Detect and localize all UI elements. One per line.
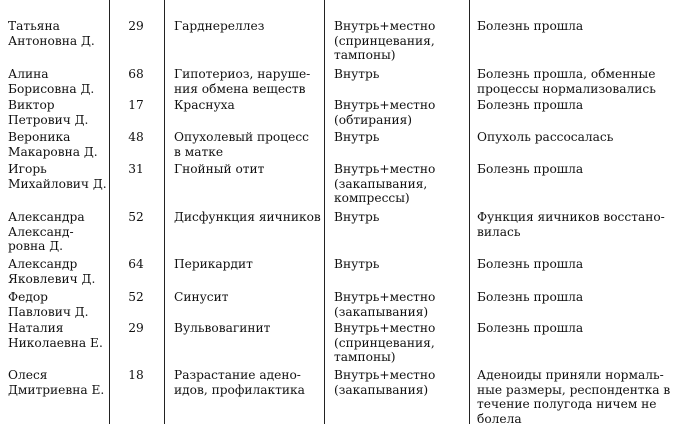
diagnosis-cell-line: в матке: [174, 145, 324, 160]
result-cell-line: Болезнь прошла: [477, 98, 682, 113]
age-cell-line: 52: [110, 290, 162, 305]
patient-name-cell-line: Татьяна: [8, 19, 108, 34]
diagnosis-cell: [174, 368, 324, 397]
diagnosis-cell: [174, 130, 324, 159]
result-cell-line: вилась: [477, 225, 682, 240]
column-divider: [164, 0, 165, 424]
patient-name-cell: [8, 210, 108, 254]
age-cell: [110, 210, 162, 225]
diagnosis-cell-line: Дисфункция яичников: [174, 210, 324, 225]
result-cell-line: Болезнь прошла: [477, 321, 682, 336]
method-cell-line: Внутрь: [334, 257, 466, 272]
patient-name-cell-line: Макаровна Д.: [8, 145, 108, 160]
method-cell-line: Внутрь+местно: [334, 321, 466, 336]
method-cell-line: (закапывания,: [334, 177, 466, 192]
patient-name-cell-line: Олеся: [8, 368, 108, 383]
method-cell: [334, 130, 466, 145]
patient-name-cell-line: Павлович Д.: [8, 305, 108, 320]
result-cell-line: болела: [477, 412, 682, 426]
method-cell-line: (спринцевания,: [334, 34, 466, 49]
diagnosis-cell-line: Гипотериоз, наруше-: [174, 67, 324, 82]
patient-name-cell-line: Яковлевич Д.: [8, 272, 108, 287]
patient-name-cell: [8, 162, 108, 191]
diagnosis-cell-line: Вульвовагинит: [174, 321, 324, 336]
patient-name-cell-line: Александ-: [8, 225, 108, 240]
age-cell-line: 68: [110, 67, 162, 82]
diagnosis-cell-line: Гарднереллез: [174, 19, 324, 34]
method-cell: [334, 67, 466, 82]
age-cell: [110, 162, 162, 177]
age-cell: [110, 19, 162, 34]
method-cell-line: (закапывания): [334, 383, 466, 398]
age-cell-line: 31: [110, 162, 162, 177]
diagnosis-cell-line: Разрастание адено-: [174, 368, 324, 383]
result-cell-line: Опухоль рассосалась: [477, 130, 682, 145]
patient-name-cell-line: Петрович Д.: [8, 113, 108, 128]
patient-name-cell: [8, 67, 108, 96]
result-cell: [477, 67, 682, 96]
result-cell: [477, 290, 682, 305]
result-cell: [477, 162, 682, 177]
patient-name-cell-line: Антоновна Д.: [8, 34, 108, 49]
patient-name-cell: [8, 321, 108, 350]
diagnosis-cell-line: Перикардит: [174, 257, 324, 272]
method-cell: [334, 321, 466, 365]
diagnosis-cell: [174, 98, 324, 113]
method-cell-line: Внутрь+местно: [334, 162, 466, 177]
age-cell-line: 52: [110, 210, 162, 225]
age-cell: [110, 368, 162, 383]
result-cell-line: Болезнь прошла: [477, 19, 682, 34]
age-cell: [110, 98, 162, 113]
method-cell: [334, 19, 466, 63]
diagnosis-cell: [174, 210, 324, 225]
patient-name-cell: [8, 130, 108, 159]
patient-name-cell-line: Игорь: [8, 162, 108, 177]
diagnosis-cell: [174, 290, 324, 305]
patient-name-cell: [8, 290, 108, 319]
diagnosis-cell-line: идов, профилактика: [174, 383, 324, 398]
result-cell: [477, 321, 682, 336]
method-cell-line: Внутрь+местно: [334, 368, 466, 383]
result-cell-line: Болезнь прошла, обменные: [477, 67, 682, 82]
column-divider: [469, 0, 470, 424]
patient-name-cell-line: Вероника: [8, 130, 108, 145]
patient-name-cell-line: Борисовна Д.: [8, 82, 108, 97]
method-cell-line: (обтирания): [334, 113, 466, 128]
result-cell: [477, 257, 682, 272]
result-cell-line: течение полугода ничем не: [477, 397, 682, 412]
age-cell-line: 48: [110, 130, 162, 145]
patient-name-cell: [8, 368, 108, 397]
method-cell: [334, 162, 466, 206]
diagnosis-cell: [174, 67, 324, 96]
method-cell-line: Внутрь: [334, 210, 466, 225]
patient-name-cell-line: ровна Д.: [8, 239, 108, 254]
result-cell: [477, 19, 682, 34]
patient-name-cell-line: Наталия: [8, 321, 108, 336]
result-cell: [477, 130, 682, 145]
diagnosis-cell-line: ния обмена веществ: [174, 82, 324, 97]
age-cell-line: 64: [110, 257, 162, 272]
age-cell: [110, 130, 162, 145]
method-cell-line: Внутрь: [334, 67, 466, 82]
method-cell-line: (спринцевания,: [334, 336, 466, 351]
patient-name-cell-line: Михайлович Д.: [8, 177, 108, 192]
result-cell-line: процессы нормализовались: [477, 82, 682, 97]
method-cell: [334, 98, 466, 127]
patient-name-cell-line: Александра: [8, 210, 108, 225]
age-cell-line: 18: [110, 368, 162, 383]
patient-name-cell: [8, 98, 108, 127]
age-cell: [110, 67, 162, 82]
diagnosis-cell-line: Опухолевый процесс: [174, 130, 324, 145]
age-cell: [110, 321, 162, 336]
diagnosis-cell: [174, 257, 324, 272]
result-cell-line: Болезнь прошла: [477, 290, 682, 305]
result-cell: [477, 368, 682, 426]
method-cell: [334, 368, 466, 397]
diagnosis-cell-line: Гнойный отит: [174, 162, 324, 177]
result-cell: [477, 98, 682, 113]
result-cell-line: Болезнь прошла: [477, 257, 682, 272]
age-cell-line: 29: [110, 19, 162, 34]
result-cell-line: Аденоиды приняли нормаль-: [477, 368, 682, 383]
method-cell-line: тампоны): [334, 350, 466, 365]
diagnosis-cell: [174, 19, 324, 34]
method-cell-line: компрессы): [334, 191, 466, 206]
age-cell-line: 17: [110, 98, 162, 113]
method-cell-line: Внутрь: [334, 130, 466, 145]
method-cell: [334, 290, 466, 319]
diagnosis-cell: [174, 321, 324, 336]
method-cell: [334, 257, 466, 272]
result-cell: [477, 210, 682, 239]
diagnosis-cell-line: Синусит: [174, 290, 324, 305]
method-cell-line: Внутрь+местно: [334, 98, 466, 113]
method-cell-line: (закапывания): [334, 305, 466, 320]
patient-name-cell-line: Дмитриевна Е.: [8, 383, 108, 398]
patient-name-cell-line: Алина: [8, 67, 108, 82]
method-cell-line: Внутрь+местно: [334, 19, 466, 34]
patient-name-cell-line: Александр: [8, 257, 108, 272]
method-cell: [334, 210, 466, 225]
patient-name-cell-line: Виктор: [8, 98, 108, 113]
age-cell: [110, 257, 162, 272]
diagnosis-cell-line: Краснуха: [174, 98, 324, 113]
result-cell-line: Болезнь прошла: [477, 162, 682, 177]
result-cell-line: Функция яичников восстано-: [477, 210, 682, 225]
patient-name-cell: [8, 19, 108, 48]
diagnosis-cell: [174, 162, 324, 177]
method-cell-line: тампоны): [334, 48, 466, 63]
patient-name-cell-line: Николаевна Е.: [8, 336, 108, 351]
age-cell: [110, 290, 162, 305]
patient-name-cell-line: Федор: [8, 290, 108, 305]
result-cell-line: ные размеры, респондентка в: [477, 383, 682, 398]
method-cell-line: Внутрь+местно: [334, 290, 466, 305]
patient-name-cell: [8, 257, 108, 286]
age-cell-line: 29: [110, 321, 162, 336]
column-divider: [324, 0, 325, 424]
